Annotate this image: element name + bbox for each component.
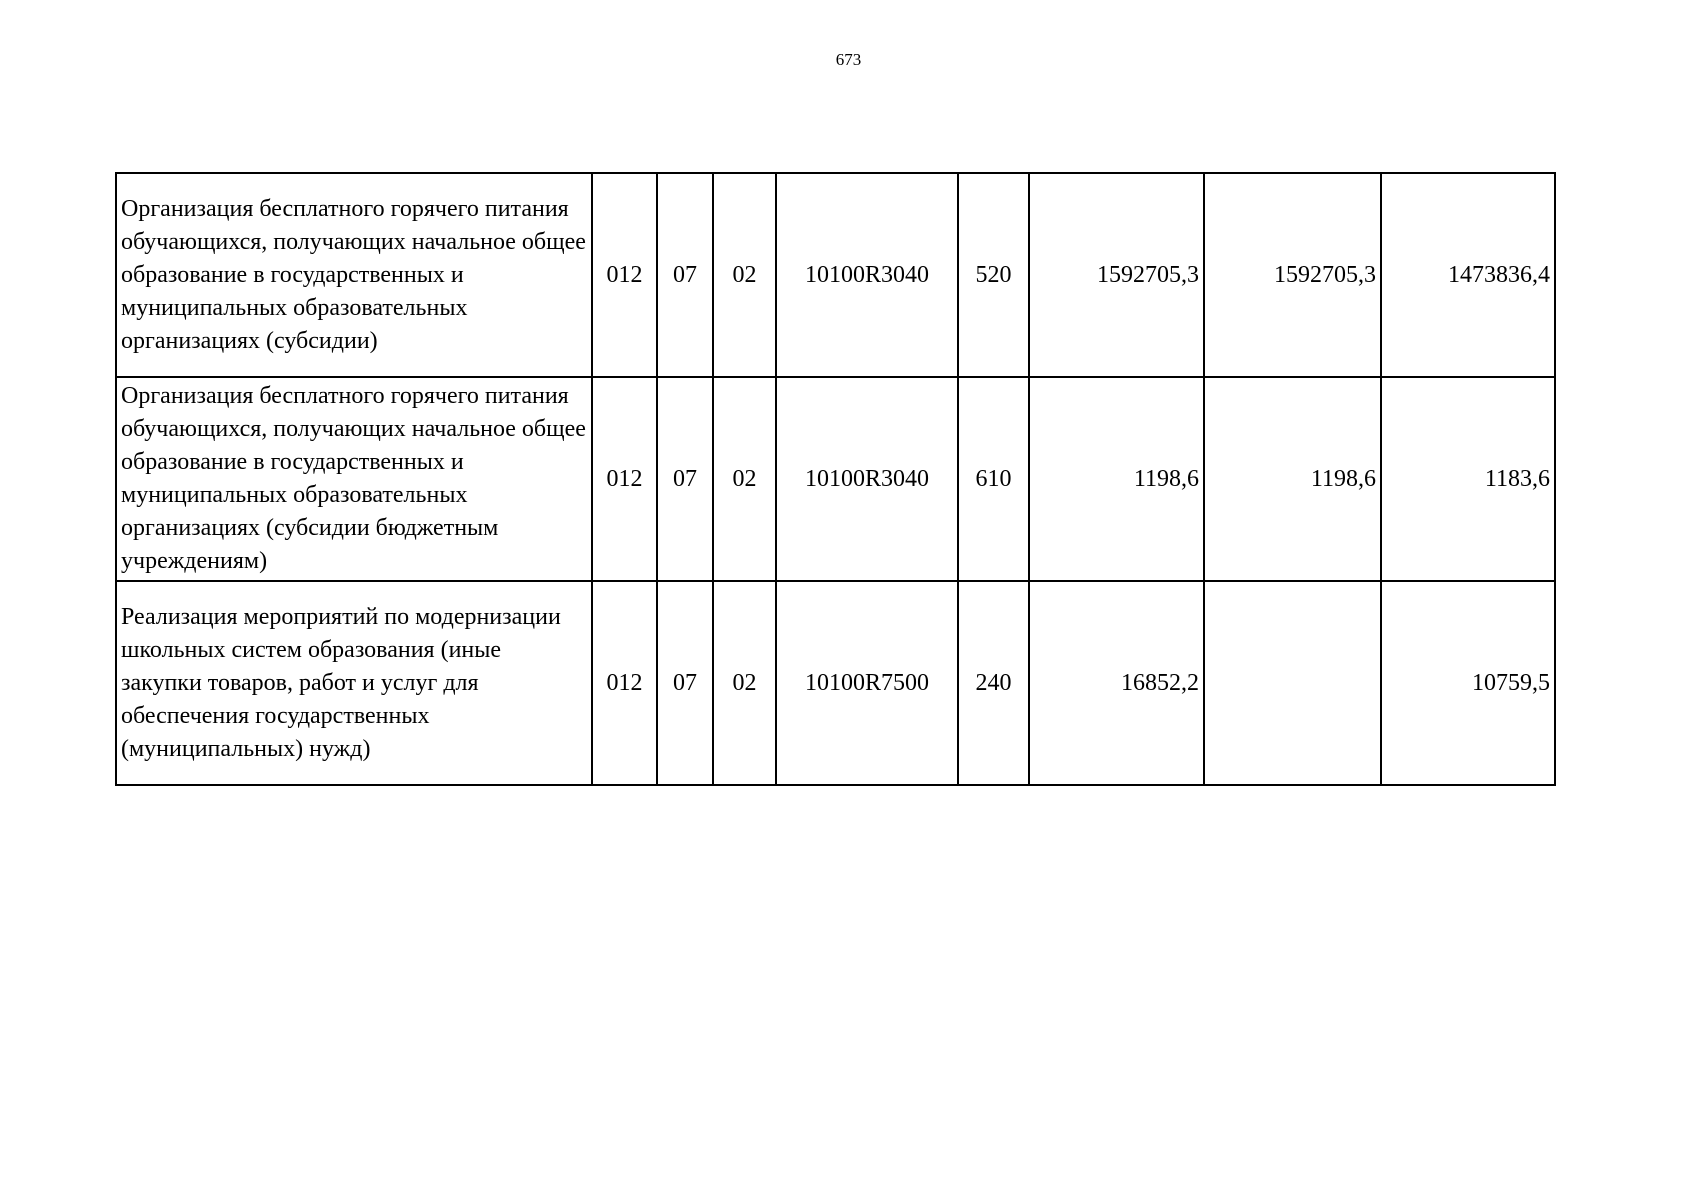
budget-table xyxy=(115,172,1556,786)
amount-3: 10759,5 xyxy=(1381,581,1555,785)
row-name: Реализация мероприятий по модернизации школьных систем образования (иные закупки товаров, работ и услуг для обеспечения государственных (муниципальных) нужд) xyxy=(116,581,592,785)
amount-1: 1198,6 xyxy=(1029,377,1204,581)
ministry-code: 012 xyxy=(592,173,657,377)
row-name: Организация бесплатного горячего питания обучающихся, получающих начальное общее образование в государственных и муниципальных образовательных организациях (субсидии бюджетным учреждениям) xyxy=(116,377,592,581)
section-code: 07 xyxy=(657,377,713,581)
target-article-code: 10100R7500 xyxy=(776,581,958,785)
amount-2: 1198,6 xyxy=(1204,377,1381,581)
expense-type-code: 240 xyxy=(958,581,1029,785)
ministry-code: 012 xyxy=(592,581,657,785)
row-name: Организация бесплатного горячего питания обучающихся, получающих начальное общее образование в государственных и муниципальных образовательных организациях (субсидии) xyxy=(116,173,592,377)
page-number: 673 xyxy=(835,50,862,69)
amount-1: 1592705,3 xyxy=(1029,173,1204,377)
amount-1: 16852,2 xyxy=(1029,581,1204,785)
expense-type-code: 610 xyxy=(958,377,1029,581)
amount-3: 1473836,4 xyxy=(1381,173,1555,377)
target-article-code: 10100R3040 xyxy=(776,377,958,581)
subsection-code: 02 xyxy=(713,377,776,581)
table-row xyxy=(116,581,1555,785)
target-article-code: 10100R3040 xyxy=(776,173,958,377)
ministry-code: 012 xyxy=(592,377,657,581)
table-row xyxy=(116,173,1555,377)
section-code: 07 xyxy=(657,581,713,785)
table-row xyxy=(116,377,1555,581)
amount-2: 1592705,3 xyxy=(1204,173,1381,377)
expense-type-code: 520 xyxy=(958,173,1029,377)
amount-2 xyxy=(1204,581,1381,785)
section-code: 07 xyxy=(657,173,713,377)
subsection-code: 02 xyxy=(713,581,776,785)
subsection-code: 02 xyxy=(713,173,776,377)
amount-3: 1183,6 xyxy=(1381,377,1555,581)
